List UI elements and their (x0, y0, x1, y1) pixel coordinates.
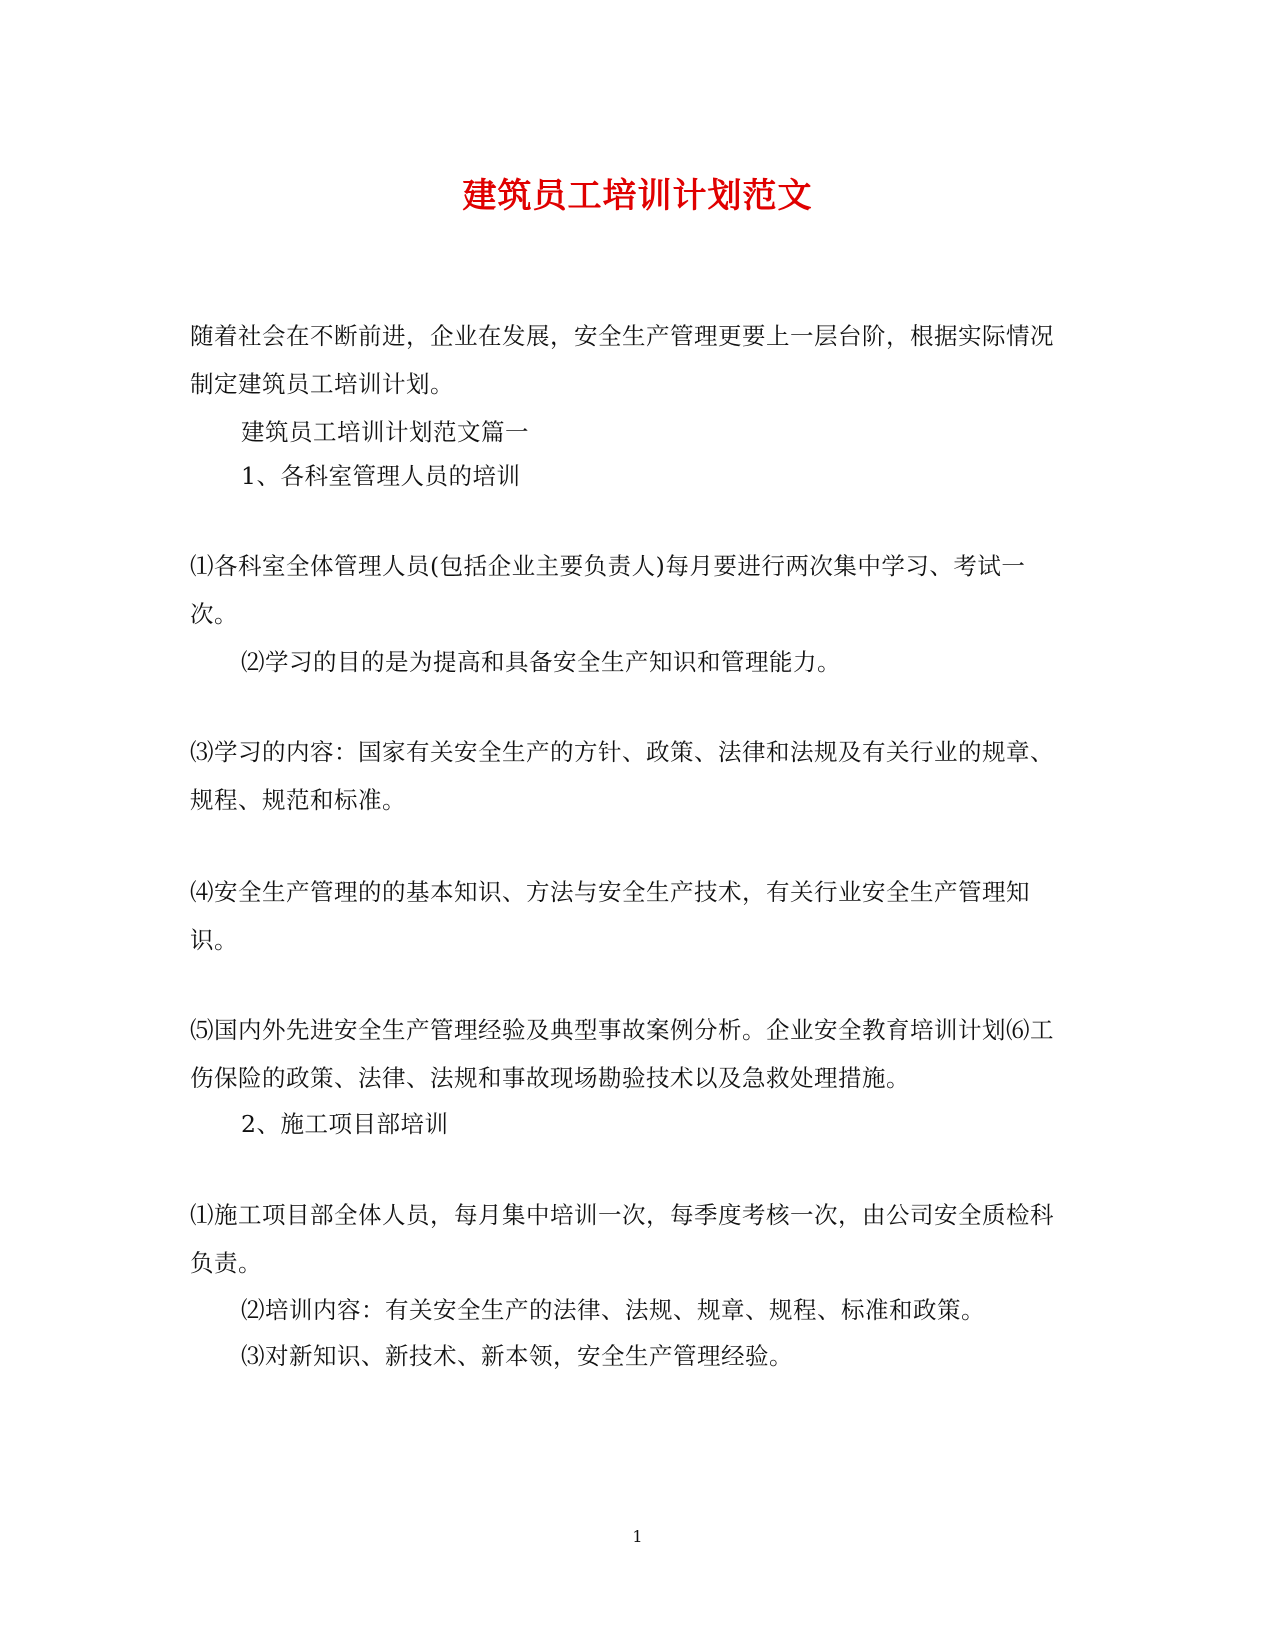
paragraph-1-2: ⑵学习的目的是为提高和具备安全生产知识和管理能力。 (241, 648, 841, 676)
paragraph-2-3: ⑶对新知识、新技术、新本领，安全生产管理经验。 (241, 1342, 793, 1370)
intro-paragraph: 随着社会在不断前进，企业在发展，安全生产管理更要上一层台阶，根据实际情况制定建筑员工培训计划。 (190, 322, 1054, 398)
paragraph-1-1: ⑴各科室全体管理人员(包括企业主要负责人)每月要进行两次集中学习、考试一次。 (190, 552, 1026, 628)
section-title: 建筑员工培训计划范文篇一 (241, 418, 529, 446)
document-title: 建筑员工培训计划范文 (462, 176, 813, 216)
paragraph-1-5: ⑸国内外先进安全生产管理经验及典型事故案例分析。企业安全教育培训计划⑹工伤保险的政策、法律、法规和事故现场勘验技术以及急救处理措施。 (190, 1016, 1054, 1092)
paragraph-2-2: ⑵培训内容：有关安全生产的法律、法规、规章、规程、标准和政策。 (241, 1296, 985, 1324)
paragraph-2-1: ⑴施工项目部全体人员，每月集中培训一次，每季度考核一次，由公司安全质检科负责。 (190, 1201, 1054, 1277)
heading-1: 1、各科室管理人员的培训 (241, 462, 521, 490)
paragraph-1-3: ⑶学习的内容：国家有关安全生产的方针、政策、法律和法规及有关行业的规章、规程、规范和标准。 (190, 738, 1054, 814)
page-number: 1 (632, 1527, 643, 1546)
paragraph-1-4: ⑷安全生产管理的的基本知识、方法与安全生产技术，有关行业安全生产管理知识。 (190, 878, 1030, 954)
heading-2: 2、施工项目部培训 (241, 1110, 449, 1138)
